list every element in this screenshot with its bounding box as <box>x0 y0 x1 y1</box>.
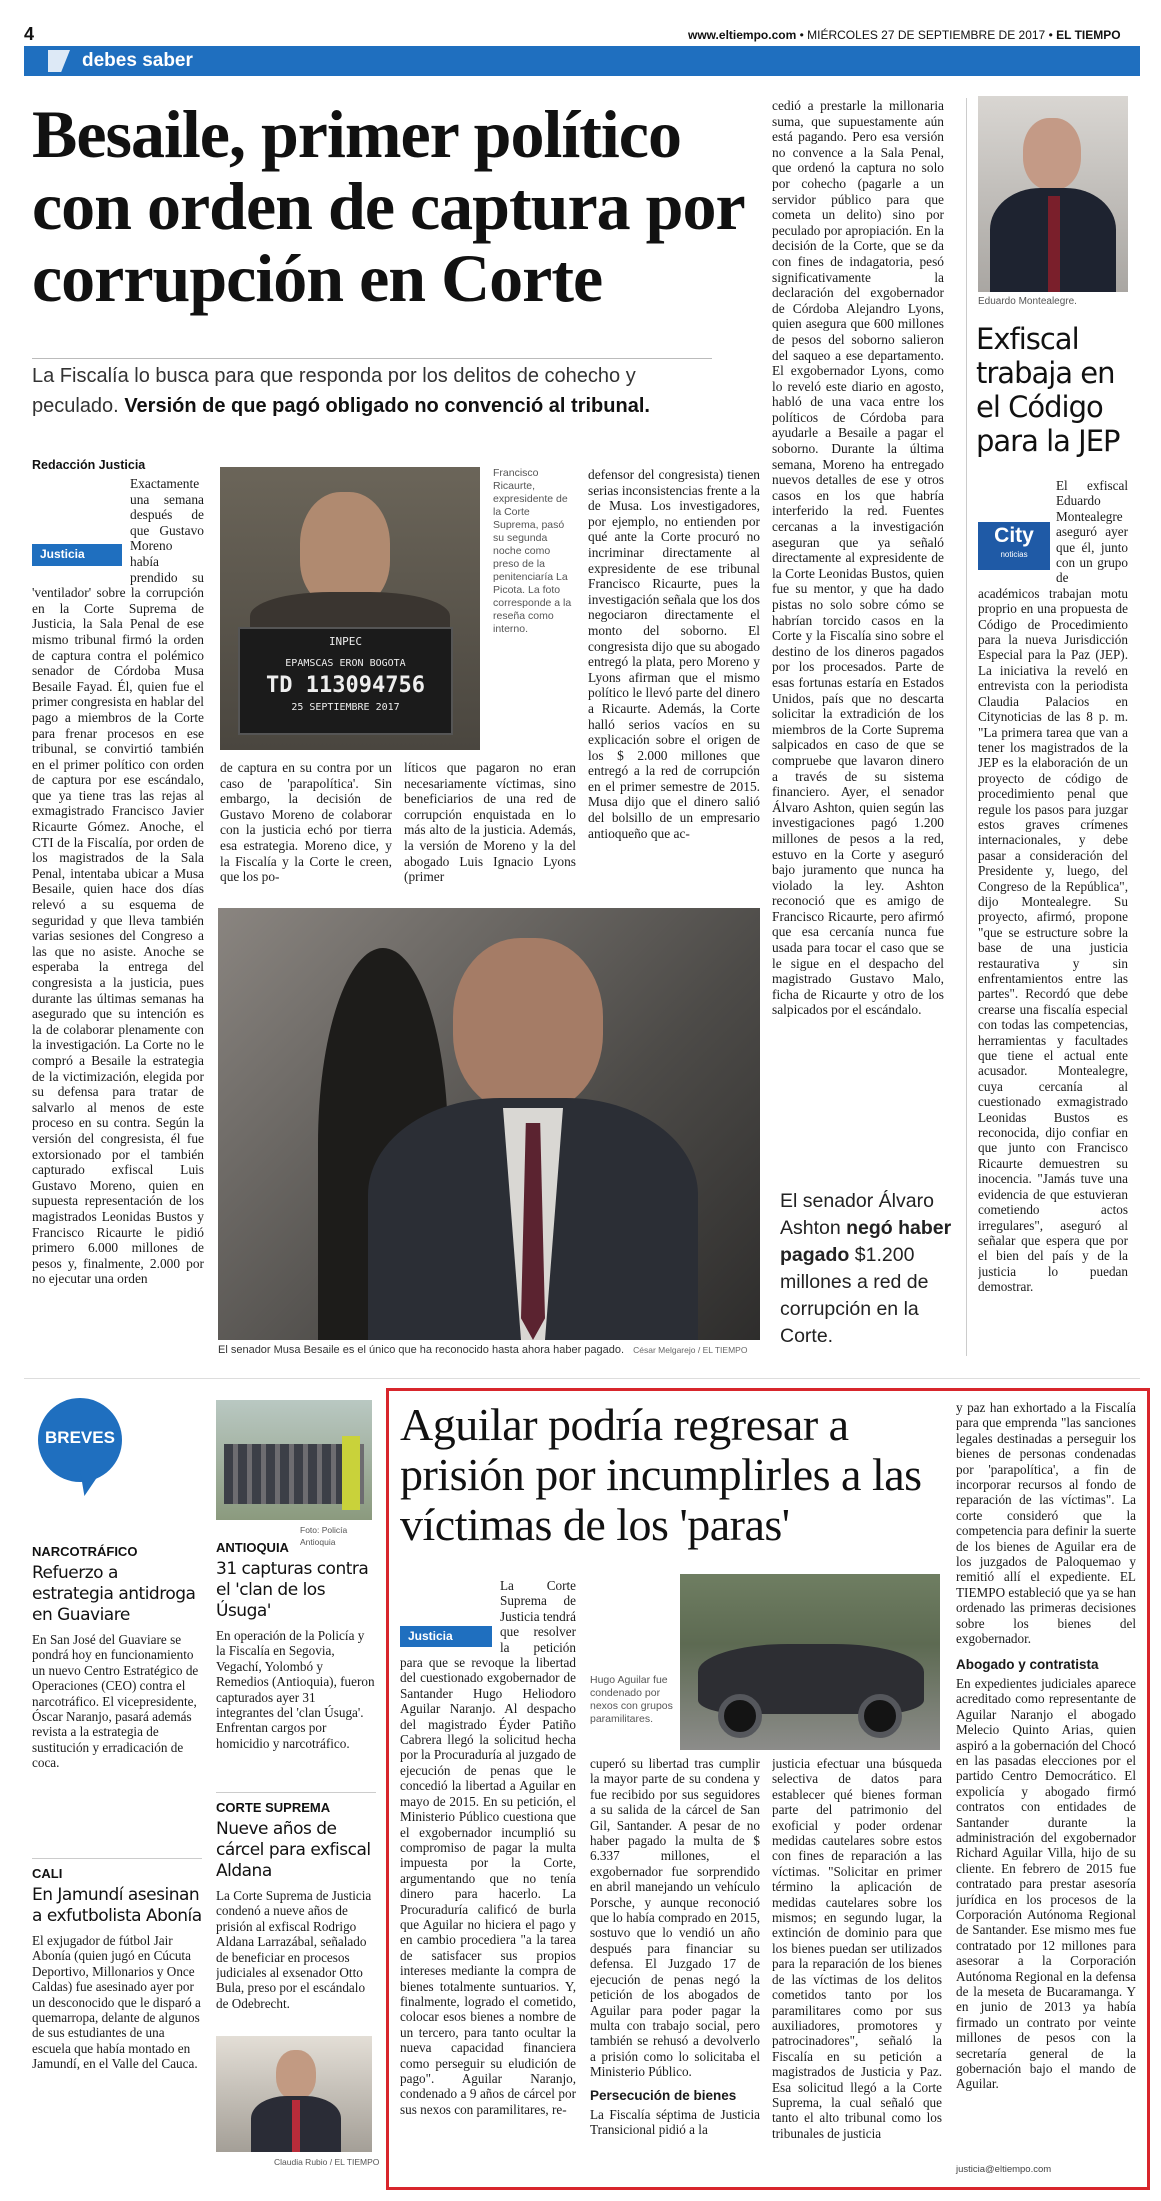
aguilar-col-2-text: cuperó su libertad tras cumplir la mayor parte de su condena y fue recibido por sus seguidores a su salida de la cárcel de San Gil, Santander. A pesar de no haber pagado la multa de $ 6.337 millones, el exgobernador fue sorprendido en abril manejando un vehículo Porsche, y aunque reconoció que lo había comprado en 2015, sostuvo que lo vendió un año después para financiar su defensa. El Juzgado 17 de ejecución de penas negó la petición de los abogados de Aguilar para poder pagar la multa con trabajo social, pero también se rehusó a devolverlo a prisión como lo solicitaba el Ministerio Público. <box>590 1756 760 2080</box>
masthead-line <box>688 28 1121 42</box>
brief-1-kicker: NARCOTRÁFICO <box>32 1544 138 1559</box>
main-headline: Besaile, primer político con orden de captura por corrupción en Corte <box>32 96 744 316</box>
tie-shape <box>1048 196 1060 292</box>
aguilar-col-3-text: justicia efectuar una búsqueda selectiva de datos para establecer qué bienes forman parte del patrimonio del exoficial y poder ordenar medidas cautelares sobre estos con fines de reparación a las víctimas. "Solicitar en primer término la aplicación de medidas cautelares sobre los mismos; en segundo lugar, la extinción de dominio para que los bienes puedan ser utilizados para la reparación de los bienes de las víctimas de los delitos cometidos tanto por los paramilitares como por sus auxiliadores, promotores y patrocinadores", señaló la Fiscalía en su petición a magistrados de Justicia y Paz. Esa solicitud llegó a la Corte Suprema, la cual señaló que tanto el alto tribunal como los tribunales de justicia <box>772 1756 942 2141</box>
antioquia-photo-credit: Foto: Policía Antioquia <box>300 1525 348 1547</box>
brief-3-kicker: ANTIOQUIA <box>216 1540 289 1555</box>
brief-1 <box>32 1544 202 1832</box>
brief-2-kicker: CALI <box>32 1866 63 1881</box>
brief-divider <box>216 1792 376 1793</box>
aldana-photo <box>216 2036 372 2152</box>
besaile-photo <box>218 908 760 1340</box>
main-col-3b-text: líticos que pagaron no eran necesariamente víctimas, sino beneficiarios de una red de corrupción enquistada en lo más alto de la justicia. Además, la versión de Moreno y la del abogado Luis Ignacio Lyons (primer <box>404 760 576 885</box>
head-shape <box>276 2050 316 2100</box>
separator: • <box>799 28 808 42</box>
car-wheel <box>718 1694 762 1738</box>
pull-quote-bold: negó haber pagado <box>780 1217 952 1266</box>
breves-label: BREVES <box>45 1428 115 1447</box>
aguilar-col-4 <box>956 1400 1136 2160</box>
aguilar-col-1 <box>400 1578 576 2158</box>
section-tag: Justicia <box>32 544 122 566</box>
aguilar-col-1-text: La Corte Suprema de Justicia tendrá que resolver la petición para que se revoque la libertad del cuestionado exgobernador de Santander Hugo Heliodoro Aguilar Naranjo. Al despacho del magistrado Éyder Patiño Cabrera llegó la solicitud hecha por la Procuraduría al juzgado de ejecución de penas que le concedió la libertad a Aguilar en mayo de 2015. En su petición, el Ministerio Público cuestiona que el exgobernador incumplió su compromiso de pagar la multa impuesta por la Corte, argumentando que no tenía dinero para hacerlo. La Procuraduría calificó de burla que Aguilar no hiciera el pago y en cambio procediera "a la tarea de satisfacer sus propios intereses mediante la compra de bienes totalmente suntuarios. Y, finalmente, logrado el cometido, colocar esos bienes a nombre de un tercero, para tanto ocultar la nueva capacidad financiera como perseguir su eludición de pago". Aguilar Naranjo, condenado a 9 años de cárcel por sus nexos con paramilitares, re- <box>400 1578 576 2117</box>
brief-2 <box>32 1866 202 2173</box>
section-divider <box>24 1378 1140 1379</box>
brief-3-title: 31 capturas contra el 'clan de los Úsuga' <box>216 1559 369 1621</box>
main-col-1-text: Exactamente una semana después de que Gustavo Moreno había prendido su 'ventilador' sobre la corrupción en la Corte Suprema de Justicia, la Sala Penal de ese mismo tribunal firmó la orden de captura contra el polémico senador de Córdoba Musa Besaile Fayad. Él, quien fue el primer congresista en hablar del pago a miembros de la Corte para frenar procesos en ese tribunal, se convirtió también en el primer político con orden de captura por ese escándalo, que ya tiene tras las rejas al exmagistrado Francisco Javier Ricaurte Gómez. Anoche, el CTI de la Fiscalía, por orden de los magistrados de la Sala Penal, intentaba ubicar a Musa Besaile, quien hace dos días relevó a su esquema de seguridad y que lleva también varias sesiones del Congreso a las que no asiste. Anoche se esperaba la entrega del congresista a la justicia, pues durante las últimas semanas ha asegurado que su intención es la de colaborar plenamente con la investigación. La Corte no le compró a Besaile la estrategia de la victimización, elegida por su defensa para tratar de salvarlo al menos de este proceso en su contra. Según la versión del congresista, él fue extorsionado por el también capturado exfiscal Luis Gustavo Moreno, quien en supuesta representación de los magistrados Leonidas Bustos y Francisco Ricaurte le pidió primero 6.000 millones de pesos y, finalmente, 2.000 por no ejecutar una orden <box>32 476 204 1287</box>
pull-quote-pre: El senador Álvaro Ashton <box>780 1190 934 1239</box>
head-shape <box>300 492 390 607</box>
besaile-photo-caption: El senador Musa Besaile es el único que ha reconocido hasta ahora haber pagado. <box>218 1344 625 1356</box>
aguilar-col-4a-text: y paz han exhortado a la Fiscalía para que emprenda "las sanciones legales destinadas a perseguir los bienes de personas condenadas por 'parapolítica', a fin de incorporar recursos al fondo de reparación de las víctimas". La corte consideró que la competencia para definir la suerte de los bienes de Aguilar era de los juzgados de Paloquemao y remitió allí el expediente. EL TIEMPO estableció que ya se han ordenado las primeras decisiones sobre los bienes del exgobernador. <box>956 1400 1136 1647</box>
main-deck <box>32 358 712 421</box>
main-col-4 <box>772 98 944 1208</box>
section-bar <box>24 46 1140 76</box>
tie-shape <box>292 2100 300 2152</box>
ricaurte-photo-caption: Francisco Ricaurte, expresidente de la Corte Suprema, pasó su segunda noche como preso de la penitenciaría La Picota. La foto corresponde a la reseña como interno. <box>493 467 572 635</box>
brief-2-title: En Jamundí asesinan a exfutbolista Abonía <box>32 1885 202 1926</box>
pull-quote <box>780 1188 960 1350</box>
breves-badge-tail <box>80 1470 102 1496</box>
side-headline: Exfiscal trabaja en el Código para la JEP <box>976 322 1120 458</box>
aguilar-subhead-1: Persecución de bienes <box>590 2087 737 2103</box>
main-col-2b-text: de captura en su contra por un caso de 'parapolítica'. Sin embargo, la decisión de Gustavo Moreno de colaborar con la justicia echó por tierra esa estrategia. Moreno dice, y la Fiscalía y la Corte le creen, que los po- <box>220 760 392 885</box>
brief-3 <box>216 1540 376 1798</box>
brief-2-body: El exjugador de fútbol Jair Abonía (quien jugó en Cúcuta Deportivo, Millonarios y Once Caldas) fue asesinado ayer por un desconocido que le disparó a quemarropa, delante de algunos de sus estudiantes de una escuela que había montado en Jamundí, en el Valle del Cauca. <box>32 1933 201 2072</box>
brief-4-kicker: CORTE SUPREMA <box>216 1800 331 1815</box>
aguilar-headline: Aguilar podría regresar a prisión por incumplirles a las víctimas de los 'paras' <box>400 1399 922 1550</box>
main-col-3a <box>588 467 760 910</box>
aldana-photo-credit: Claudia Rubio / EL TIEMPO <box>274 2157 380 2167</box>
placard <box>238 627 453 735</box>
column-rule <box>966 98 967 1356</box>
city-logo-text: City <box>994 524 1034 547</box>
main-col-2b <box>220 760 392 910</box>
aguilar-section-tag: Justicia <box>400 1626 492 1647</box>
head-shape <box>1023 118 1081 190</box>
separator: • <box>1048 28 1057 42</box>
main-col-3b <box>404 760 576 910</box>
brief-4-title: Nueve años de cárcel para exfiscal Aldana <box>216 1819 371 1881</box>
aguilar-subhead-2: Abogado y contratista <box>956 1656 1099 1672</box>
byline: Redacción Justicia <box>32 458 146 472</box>
aguilar-photo <box>680 1574 940 1750</box>
aguilar-col-4b-text: En expedientes judiciales aparece acreditado como representante de Aguilar Naranjo el abogado Melecio Quinto Arias, quien aspiró a la gobernación del Chocó en las pasadas elecciones por el partido Centro Democrático. El expolicía y abogado firmó contratos con entidades de Santander durante la administración del exgobernador Richard Aguilar Villa, hijo de su cliente. En febrero de 2015 fue contratado para prestar asesoría jurídica en los procesos de la Corporación Autónoma Regional de Santander. Ese mismo mes fue contratado por 12 millones para asesorar a la Corporación Autónoma Regional en la defensa de la meseta de Bucaramanga. Y en junio de 2013 ya había firmado un contrato por veinte millones de pesos con la secretaría general de la gobernación bajo el mando de Aguilar. <box>956 1675 1136 2092</box>
side-body-text: El exfiscal Eduardo Montealegre aseguró ayer que él, junto con un grupo de académicos trabajan motu proprio en una propuesta de Código de Procedimiento para la nueva Jurisdicción Especial para la Paz (JEP). La iniciativa la reveló en entrevista con la periodista Claudia Palacios en Citynoticias de las 8 p. m. "La primera tarea que van a tener los magistrados de la JEP es la elaboración de un proyecto de código de procedimiento penal que regule los pasos para juzgar estos graves crímenes internacionales, y debe pasar a consideración del Presidente y, luego, del Congreso de la República", dijo Montealegre. Su proyecto, afirmó, propone "que se estructure sobre la base de una justicia restaurativa y sin enfrentamientos entre las partes". Recordó que debe crearse una fiscalía especial con todas las competencias, herramientas y facultades que tiene el actual ente acusador. Montealegre, cuya cercanía al cuestionado exmagistrado Leonidas Bustos es reconocida, dijo confiar en que junto con Francisco Ricaurte demuestren su inocencia. "Jamás tuve una evidencia de que estuvieran cometiendo actos irregulares", aseguró al señalar que espera que por el bien del país y de la justicia lo puedan demostrar. <box>978 478 1128 1295</box>
placard-line-2: EPAMSCAS ERON BOGOTA <box>285 658 406 669</box>
brief-divider <box>32 1858 202 1859</box>
police-figure <box>342 1436 360 1510</box>
brief-4 <box>216 1800 376 2038</box>
placard-date: 25 SEPTIEMBRE 2017 <box>291 702 400 713</box>
section-flag-icon <box>48 50 70 72</box>
man-head <box>453 938 603 1113</box>
aguilar-col-2b-text: La Fiscalía séptima de Justicia Transicional pidió a la <box>590 2106 760 2138</box>
aguilar-photo-caption: Hugo Aguilar fue condenado por nexos con grupos paramilitares. <box>590 1674 673 1725</box>
main-col-3a-text: defensor del congresista) tienen serias inconsistencias frente a la de Musa. Los investigadores, por ejemplo, no entienden por qué ante la Corte procuró no incriminar directamente al expresidente de ese tribunal Francisco Ricaurte, pues la investigación señala que los dos negociaron directamente el monto del soborno. El congresista dijo que su abogado entregó la plata, pero Moreno y Lyons afirman que el mismo político le llevó parte del dinero a Ricaurte. Además, la Corte halló serios vacíos en su explicación sobre el origen de los $ 2.000 millones que entregó a la red de corrupción en el primer semestre de 2015. Musa dijo que el dinero salió del bolsillo de un empresario antioqueño que ac- <box>588 467 760 841</box>
besaile-photo-credit: César Melgarejo / EL TIEMPO <box>633 1345 748 1355</box>
main-col-1 <box>32 476 204 1352</box>
site-url[interactable]: www.eltiempo.com <box>688 28 797 42</box>
montealegre-photo <box>978 96 1128 292</box>
placard-line-1: INPEC <box>328 635 363 648</box>
placard-number: TD 113094756 <box>266 673 425 698</box>
besaile-photo-caption-line <box>218 1344 760 1356</box>
montealegre-caption: Eduardo Montealegre. <box>978 296 1077 307</box>
pull-quote-post: $1.200 millones a red de corrupción en la Corte. <box>780 1244 929 1347</box>
main-col-4-text: cedió a prestarle la millonaria suma, que supuestamente aún está pagando. Pero esa versión no convence a la Sala Penal, que ordenó la captura no solo por cohecho (pagarle a un servidor público para que cometa un delito) sino por peculado por apropiación. En la decisión de la Corte, que se da con fines de indagatoria, pesó significativamente la declaración del exgobernador de Córdoba Alejandro Lyons, quien asegura que 600 millones de pesos del soborno salieron del saqueo a ese departamento. El exgobernador Lyons, como lo reveló este diario en agosto, habló de una vaca entre los políticos de Córdoba para ayudarle a Besaile a pagar el soborno. Durante la última semana, Moreno ha entregado nuevos detalles de ese y otros casos en los que habría interferido la red. Fuentes cercanas a la investigación aseguran que ya señaló directamente al expresidente de la Corte Leonidas Bustos, quien fue su mentor, y que ha dado pistas no solo sobre cómo se habrían torcido casos en la Corte y la Fiscalía sino sobre el destino de los dineros pagados por los procesados. Parte de esas fortunas estaría en Estados Unidos, país que no descarta solicitar la extradición de los miembros de la Corte Suprema salpicados en caso de que se compruebe que lavaron dinero a través de su sistema financiero. Ayer, el senador Álvaro Ashton, quien según las investigaciones pagó 1.200 millones de pesos a la red, estuvo en la Corte y aseguró bajo juramento que nunca ha violado la ley. Ashton reconoció que es amigo de Francisco Ricaurte, pero afirmó que esa cercanía nunca fue usada para tocar el caso que se le sigue en el despacho del magistrado Gustavo Malo, ficha de Ricaurte y otro de los salpicados por el escándalo. <box>772 98 944 1018</box>
brief-4-body: La Corte Suprema de Justicia condenó a nueve años de prisión al exfiscal Rodrigo Aldana Larrazábal, señalado de beneficiar en procesos judiciales al exsenador Otto Bula, preso por el escándalo de Odebrecht. <box>216 1888 372 2011</box>
aguilar-col-2 <box>590 1756 760 2156</box>
brief-1-body: En San José del Guaviare se pondrá hoy en funcionamiento un nuevo Centro Estratégico de Operaciones (CEO) contra el narcotráfico. El vicepresidente, Óscar Naranjo, pasará además revista a la estrategia de sustitución y erradicación de coca. <box>32 1632 199 1771</box>
paper-name: EL TIEMPO <box>1056 28 1121 42</box>
city-logo[interactable] <box>978 522 1050 570</box>
deck-light: La Fiscalía lo busca para que responda por los delitos de cohecho y peculado. <box>32 365 636 417</box>
side-body <box>978 478 1128 1358</box>
aguilar-col-3 <box>772 1756 942 2156</box>
issue-date: MIÉRCOLES 27 DE SEPTIEMBRE DE 2017 <box>807 28 1046 42</box>
antioquia-photo <box>216 1400 372 1520</box>
brief-1-title: Refuerzo a estrategia antidroga en Guaviare <box>32 1563 196 1625</box>
section-label: debes saber <box>82 50 193 71</box>
page-number: 4 <box>24 24 35 44</box>
city-logo-sub: noticias <box>1000 550 1028 559</box>
contact-email[interactable]: justicia@eltiempo.com <box>956 2164 1052 2175</box>
brief-3-body: En operación de la Policía y la Fiscalía en Segovia, Vegachí, Yolombó y Remedios (Antioquia), fueron capturados ayer 31 integrantes del 'clan Úsuga'. Enfrentan cargos por homicidio y narcotráfico. <box>216 1628 375 1751</box>
ricaurte-photo <box>220 467 480 750</box>
car-wheel <box>858 1694 902 1738</box>
breves-badge <box>38 1398 122 1482</box>
deck-bold: Versión de que pagó obligado no convenció al tribunal. <box>124 395 650 417</box>
